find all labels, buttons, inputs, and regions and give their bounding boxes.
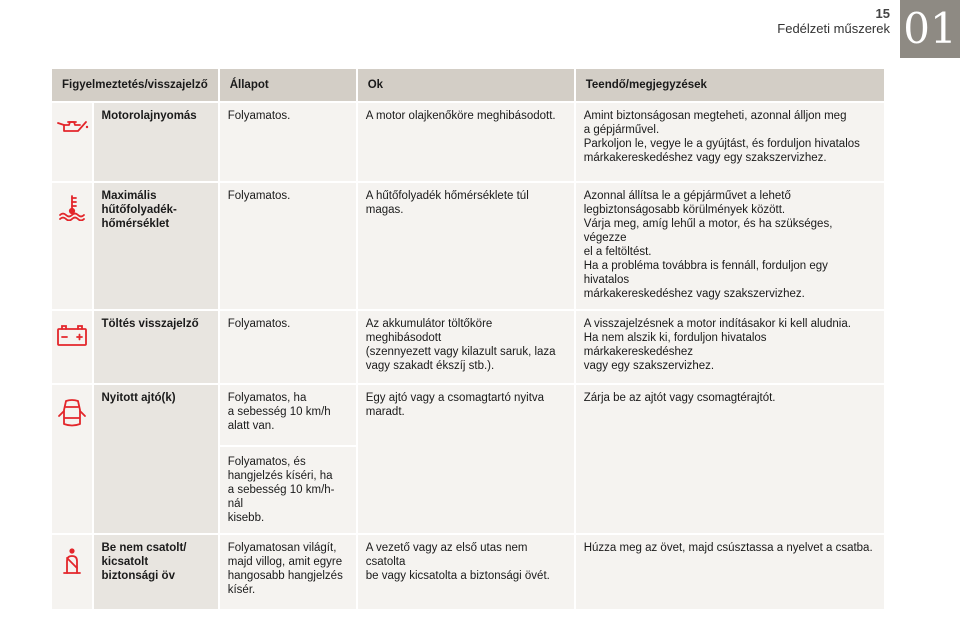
state-text: Folyamatos, ha a sebesség 10 km/h alatt van. [227,392,331,432]
oil-can-icon [55,113,89,141]
column-header-cause: Ok [358,69,574,101]
action-text: Húzza meg az övet, majd csúsztassa a nyelvet a csatba. [576,535,884,609]
page-number: 15 [875,6,890,21]
table-header-row [52,69,884,101]
section-title: Fedélzeti műszerek [777,21,890,36]
chapter-tab: 01 [900,0,960,58]
warning-name: Nyitott ajtó(k) [94,385,218,533]
table-row [52,311,884,383]
column-header-state: Állapot [220,69,356,101]
state-text: Folyamatos. [220,103,356,181]
table-row [52,535,884,609]
cause-text: A vezető vagy az első utas nem csatolta be vagy kicsatolta a biztonsági övét. [358,535,574,609]
state-text: Folyamatos, és hangjelzés kíséri, ha a sebesség 10 km/h-nál kisebb. [227,456,335,524]
column-header-warning: Figyelmeztetés/visszajelző [52,69,218,101]
cause-text: A hűtőfolyadék hőmérséklete túl magas. [358,183,574,309]
warning-name: Töltés visszajelző [94,311,218,383]
icon-cell [52,311,92,383]
state-text: Folyamatos. [220,183,356,309]
state-text: Folyamatosan világít, majd villog, amit egyre hangosabb hangjelzés kísér. [220,535,356,609]
open-door-icon [55,395,89,429]
action-text: Amint biztonságosan megteheti, azonnal álljon meg a gépjárművel. Parkoljon le, vegye le a gyújtást, és forduljon hivatalos márkakereskedéshez vagy egy szakszervizhez. [576,103,884,181]
state-cell [220,385,356,533]
state-text: Folyamatos. [220,311,356,383]
warning-name: Be nem csatolt/ kicsatolt biztonsági öv [94,535,218,609]
table-row [52,183,884,309]
warning-name: Maximális hűtőfolyadék- hőmérséklet [94,183,218,309]
cause-text: Az akkumulátor töltőköre meghibásodott (szennyezett vagy kilazult saruk, laza vagy szakadt ékszíj stb.). [358,311,574,383]
action-text: Azonnal állítsa le a gépjárművet a lehető legbiztonságosabb körülmények között. Várja meg, amíg lehűl a motor, és ha szükséges, végezze el a feltöltést. Ha a probléma továbbra is fennáll, forduljon egy hivatalos márkakereskedéshez vagy szakszervizhez. [576,183,884,309]
battery-icon [55,321,89,349]
seatbelt-icon [55,545,89,577]
column-header-action: Teendő/megjegyzések [576,69,884,101]
table-row [52,385,884,533]
state-divider [220,445,356,447]
table-row [52,103,884,181]
action-text: Zárja be az ajtót vagy csomagtérajtót. [576,385,884,533]
icon-cell [52,535,92,609]
action-text: A visszajelzésnek a motor indításakor ki kell aludnia. Ha nem alszik ki, forduljon hivatalos márkakereskedéshez vagy egy szakszervizhez. [576,311,884,383]
cause-text: A motor olajkenőköre meghibásodott. [358,103,574,181]
coolant-temperature-icon [55,193,89,221]
icon-cell [52,183,92,309]
icon-cell [52,103,92,181]
warning-name: Motorolajnyomás [94,103,218,181]
cause-text: Egy ajtó vagy a csomagtartó nyitva maradt. [358,385,574,533]
icon-cell [52,385,92,533]
warning-lights-table [50,67,886,611]
